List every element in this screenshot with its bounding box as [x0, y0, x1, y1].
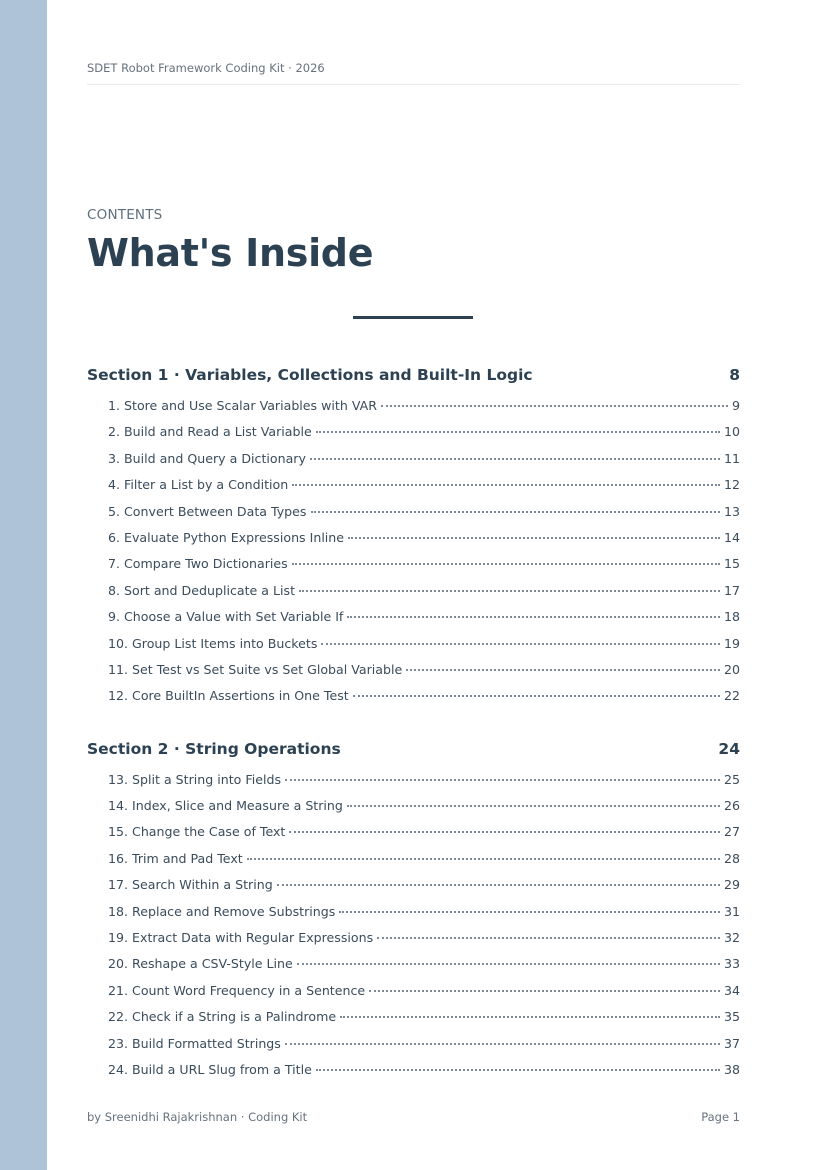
entry-label: 12. Core BuiltIn Assertions in One Test: [108, 688, 349, 704]
entry-label: 20. Reshape a CSV-Style Line: [108, 956, 293, 972]
entry-label: 4. Filter a List by a Condition: [108, 477, 289, 493]
entry-page: 19: [723, 635, 740, 651]
entry-label: 15. Change the Case of Text: [108, 824, 286, 840]
entry-page: 38: [723, 1061, 740, 1077]
toc-entry[interactable]: [108, 1057, 740, 1083]
entry-label: 22. Check if a String is a Palindrome: [108, 1009, 337, 1025]
leader-dots: [316, 431, 720, 433]
toc-entry[interactable]: [108, 499, 740, 525]
toc-entry[interactable]: [108, 951, 740, 977]
entry-page: 34: [723, 982, 740, 998]
table-of-contents: [87, 362, 740, 1083]
entry-label: 11. Set Test vs Set Suite vs Set Global Variable: [108, 661, 403, 677]
contents-kicker: CONTENTS: [87, 207, 163, 223]
entry-label: 16. Trim and Pad Text: [108, 850, 243, 866]
leader-dots: [347, 805, 720, 807]
leader-dots: [292, 563, 720, 565]
entry-page: 37: [723, 1035, 740, 1051]
toc-entry[interactable]: [108, 819, 740, 845]
leader-dots: [348, 537, 720, 539]
toc-entry[interactable]: [108, 899, 740, 925]
entry-page: 33: [723, 956, 740, 972]
toc-entry[interactable]: [108, 846, 740, 872]
leader-dots: [299, 590, 720, 592]
entry-label: 5. Convert Between Data Types: [108, 503, 307, 519]
leader-dots: [289, 831, 720, 833]
title-divider: [353, 316, 473, 319]
toc-entry[interactable]: [108, 1031, 740, 1057]
toc-section-1[interactable]: [87, 362, 740, 388]
entry-page: 22: [723, 688, 740, 704]
entry-page: 14: [723, 529, 740, 545]
leader-dots: [311, 511, 720, 513]
section-title: Section 1 · Variables, Collections and Built-In Logic: [87, 366, 533, 384]
page-footer: [87, 1110, 740, 1124]
section-page: 24: [718, 739, 740, 758]
entry-page: 28: [723, 850, 740, 866]
side-accent-bar: [0, 0, 47, 1170]
entry-page: 26: [723, 798, 740, 814]
leader-dots: [353, 695, 720, 697]
toc-entry[interactable]: [108, 767, 740, 793]
entry-page: 31: [723, 903, 740, 919]
entry-page: 17: [723, 582, 740, 598]
entry-label: 8. Sort and Deduplicate a List: [108, 582, 296, 598]
leader-dots: [340, 1016, 720, 1018]
toc-entry[interactable]: [108, 872, 740, 898]
leader-dots: [277, 884, 720, 886]
leader-dots: [285, 779, 720, 781]
page-number: Page 1: [701, 1110, 740, 1124]
toc-entry[interactable]: [108, 604, 740, 630]
toc-entry[interactable]: [108, 978, 740, 1004]
toc-entry[interactable]: [108, 525, 740, 551]
leader-dots: [316, 1069, 720, 1071]
entry-label: 9. Choose a Value with Set Variable If: [108, 609, 344, 625]
entry-page: 15: [723, 556, 740, 572]
toc-entry[interactable]: [108, 551, 740, 577]
entry-label: 24. Build a URL Slug from a Title: [108, 1061, 312, 1077]
entry-label: 13. Split a String into Fields: [108, 771, 282, 787]
entry-label: 1. Store and Use Scalar Variables with VAR: [108, 398, 378, 413]
entry-label: 10. Group List Items into Buckets: [108, 635, 318, 651]
section-1-entries: [87, 393, 740, 710]
toc-entry[interactable]: [108, 925, 740, 951]
toc-entry[interactable]: [108, 419, 740, 445]
entry-page: 32: [723, 930, 740, 946]
entry-page: 20: [723, 661, 740, 677]
toc-entry[interactable]: [108, 578, 740, 604]
entry-page: 27: [723, 824, 740, 840]
section-2-entries: [87, 767, 740, 1084]
entry-label: 3. Build and Query a Dictionary: [108, 450, 306, 466]
entry-label: 6. Evaluate Python Expressions Inline: [108, 529, 345, 545]
entry-label: 17. Search Within a String: [108, 877, 273, 893]
leader-dots: [247, 858, 720, 860]
entry-page: 12: [723, 477, 740, 493]
leader-dots: [310, 458, 720, 460]
leader-dots: [377, 937, 720, 939]
leader-dots: [292, 484, 720, 486]
toc-section-2[interactable]: [87, 736, 740, 762]
entry-page: 11: [723, 450, 740, 466]
entry-page: 35: [723, 1009, 740, 1025]
leader-dots: [297, 963, 720, 965]
entry-page: 18: [723, 609, 740, 625]
entry-label: 19. Extract Data with Regular Expressions: [108, 930, 374, 946]
entry-label: 7. Compare Two Dictionaries: [108, 556, 288, 572]
toc-entry[interactable]: [108, 657, 740, 683]
leader-dots: [381, 405, 728, 407]
toc-entry[interactable]: [108, 472, 740, 498]
section-spacer: [87, 710, 740, 736]
toc-entry[interactable]: [108, 683, 740, 709]
toc-entry[interactable]: [108, 631, 740, 657]
entry-page: 9: [731, 398, 740, 413]
leader-dots: [406, 669, 720, 671]
leader-dots: [285, 1043, 720, 1045]
section-page: 8: [729, 366, 740, 384]
page-title: What's Inside: [87, 231, 374, 275]
toc-entry[interactable]: [108, 793, 740, 819]
toc-entry[interactable]: [108, 1004, 740, 1030]
entry-page: 25: [723, 771, 740, 787]
running-header: SDET Robot Framework Coding Kit · 2026: [87, 61, 740, 85]
entry-label: 21. Count Word Frequency in a Sentence: [108, 982, 366, 998]
section-title: Section 2 · String Operations: [87, 739, 341, 758]
entry-label: 23. Build Formatted Strings: [108, 1035, 281, 1051]
entry-page: 29: [723, 877, 740, 893]
leader-dots: [339, 911, 720, 913]
toc-entry[interactable]: [108, 393, 740, 419]
entry-label: 2. Build and Read a List Variable: [108, 424, 312, 440]
leader-dots: [369, 990, 720, 992]
entry-label: 18. Replace and Remove Substrings: [108, 903, 336, 919]
entry-page: 10: [723, 424, 740, 440]
leader-dots: [347, 616, 720, 618]
toc-entry[interactable]: [108, 446, 740, 472]
footer-author: by Sreenidhi Rajakrishnan · Coding Kit: [87, 1110, 308, 1124]
entry-label: 14. Index, Slice and Measure a String: [108, 798, 343, 814]
leader-dots: [321, 643, 720, 645]
entry-page: 13: [723, 503, 740, 519]
